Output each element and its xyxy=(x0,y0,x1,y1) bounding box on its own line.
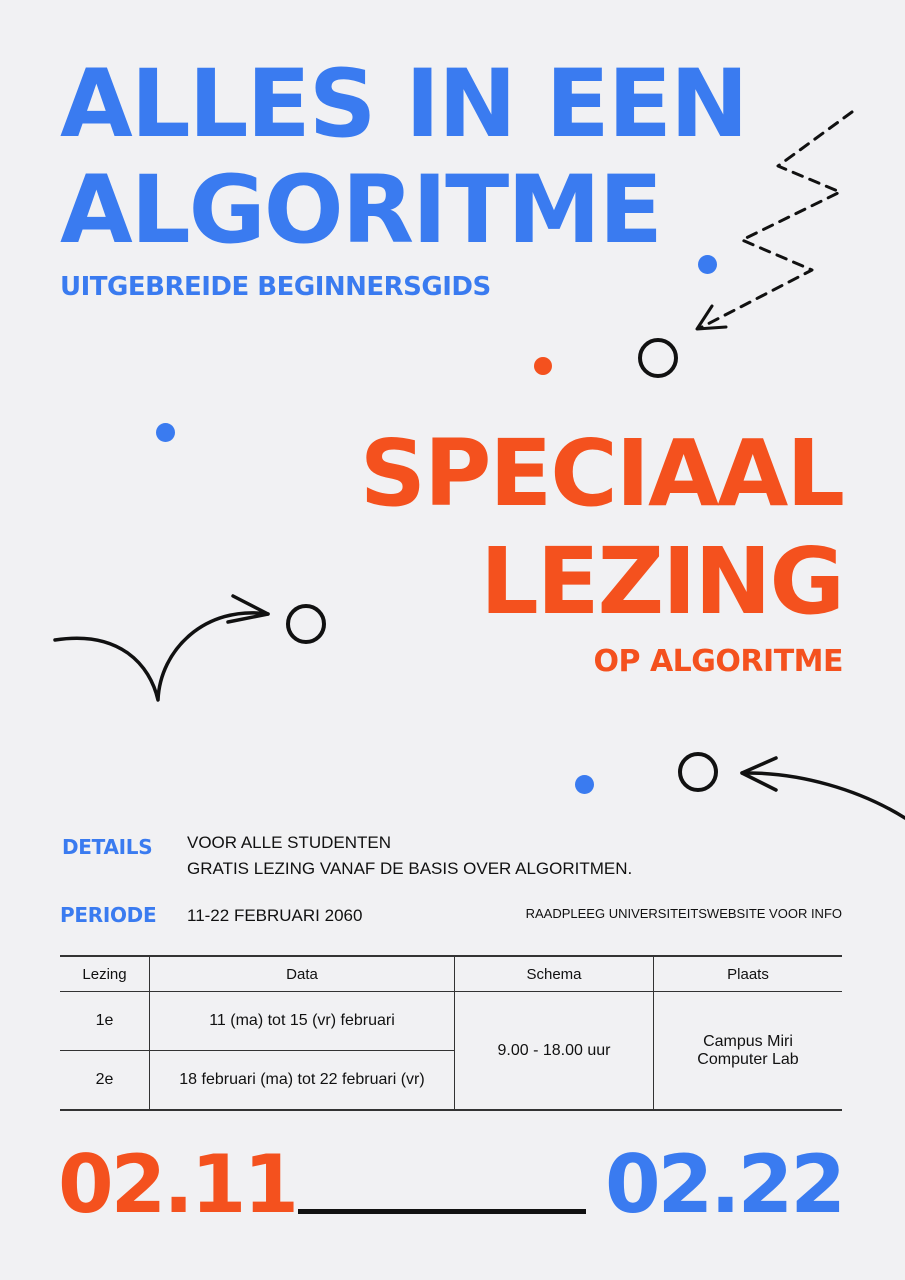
plaats-line2: Computer Lab xyxy=(697,1050,799,1068)
details-text xyxy=(187,830,632,882)
end-date: 02.22 xyxy=(604,1138,843,1231)
cell-schema: 9.00 - 18.00 uur xyxy=(455,992,654,1111)
cell-data: 11 (ma) tot 15 (vr) februari xyxy=(150,992,455,1051)
main-subtitle: UITGEBREIDE BEGINNERSGIDS xyxy=(60,272,491,302)
header-lezing: Lezing xyxy=(60,956,150,992)
main-title-line2: ALGORITME xyxy=(60,156,661,265)
details-line2: GRATIS LEZING VANAF DE BASIS OVER ALGORITMEN. xyxy=(187,859,633,878)
schedule-table xyxy=(60,955,842,1111)
start-date: 02.11 xyxy=(58,1138,297,1231)
plaats-line1: Campus Miri xyxy=(703,1032,793,1050)
periode-label: PERIODE xyxy=(60,903,157,927)
special-title-line1: SPECIAAL xyxy=(359,420,843,527)
cell-lezing: 2e xyxy=(60,1051,150,1111)
header-data: Data xyxy=(150,956,455,992)
periode-value: 11-22 FEBRUARI 2060 xyxy=(187,906,363,925)
main-title-line1: ALLES IN EEN xyxy=(60,50,747,159)
cell-lezing: 1e xyxy=(60,992,150,1051)
table-header-row xyxy=(60,956,842,992)
special-title-line2: LEZING xyxy=(480,528,843,635)
details-line1: VOOR ALLE STUDENTEN xyxy=(187,833,392,852)
date-range-divider xyxy=(298,1209,586,1214)
header-schema: Schema xyxy=(455,956,654,992)
details-label: DETAILS xyxy=(62,835,153,859)
cell-plaats xyxy=(654,992,843,1111)
cell-data: 18 februari (ma) tot 22 februari (vr) xyxy=(150,1051,455,1111)
periode-note: RAADPLEEG UNIVERSITEITSWEBSITE VOOR INFO xyxy=(525,906,842,921)
special-subtitle: OP ALGORITME xyxy=(593,644,843,679)
table-row xyxy=(60,992,842,1051)
header-plaats: Plaats xyxy=(654,956,843,992)
